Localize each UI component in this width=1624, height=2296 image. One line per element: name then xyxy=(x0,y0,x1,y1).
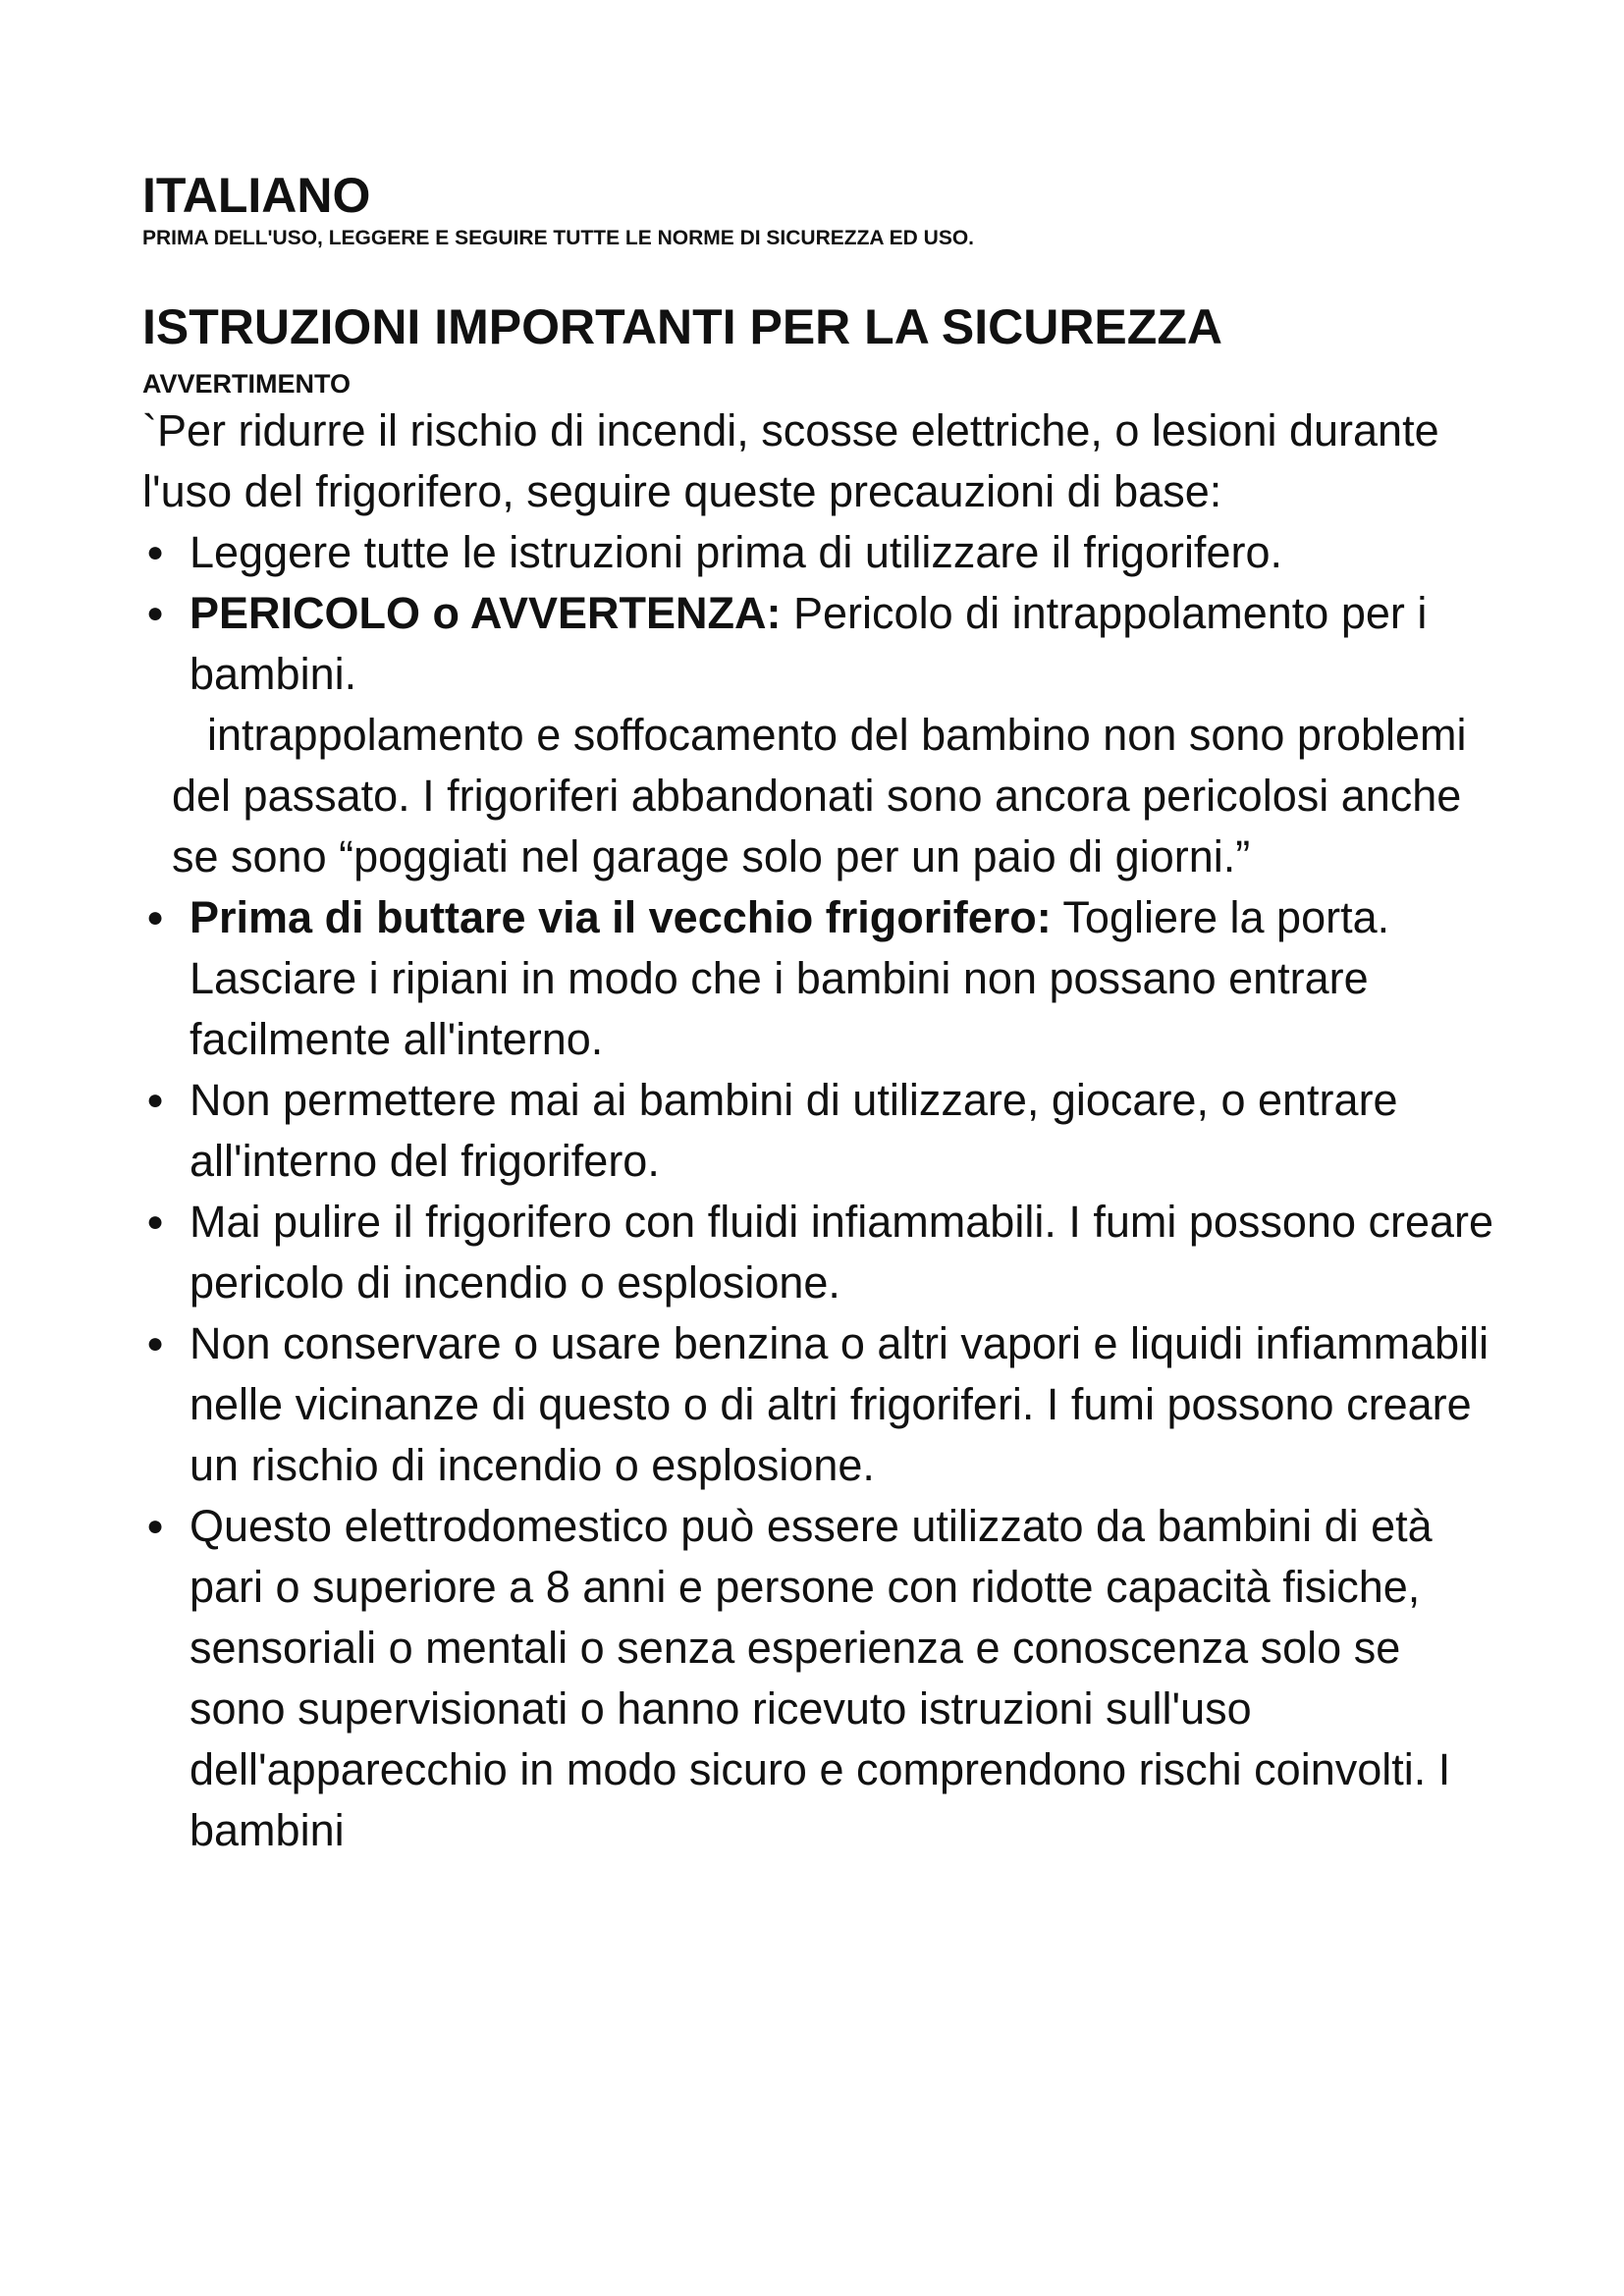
list-item xyxy=(142,522,1497,583)
safety-section-title: ISTRUZIONI IMPORTANTI PER LA SICUREZZA xyxy=(142,299,1222,354)
item-text: Non permettere mai ai bambini di utilizzare, giocare, o entrare all'interno del frigorifero. xyxy=(189,1075,1398,1186)
item-text: Questo elettrodomestico può essere utilizzato da bambini di età pari o superiore a 8 anni e persone con ridotte capacità fisiche, sensoriali o mentali o senza esperienza e conoscenza solo se sono supervisionati o hanno ricevuto istruzioni sull'uso dell'apparecchio in modo sicuro e comprendono rischi coinvolti. I bambini xyxy=(189,1501,1451,1855)
warning-label: AVVERTIMENTO xyxy=(142,369,352,399)
list-item xyxy=(142,1070,1497,1192)
read-before-use-notice: PRIMA DELL'USO, LEGGERE E SEGUIRE TUTTE LE NORME DI SICUREZZA ED USO. xyxy=(142,227,974,249)
safety-list xyxy=(142,522,1497,705)
list-item xyxy=(142,1313,1497,1496)
list-item xyxy=(142,1496,1497,1861)
item-text: Mai pulire il frigorifero con fluidi infiammabili. I fumi possono creare pericolo di incendio o esplosione. xyxy=(189,1197,1494,1308)
language-heading: ITALIANO xyxy=(142,168,371,223)
item-text: Non conservare o usare benzina o altri vapori e liquidi infiammabili nelle vicinanze di questo o di altri frigoriferi. I fumi possono creare un rischio di incendio o esplosione. xyxy=(189,1318,1489,1490)
safety-list-continued xyxy=(142,887,1497,1861)
entrapment-note: intrappolamento e soffocamento del bambino non sono problemi del passato. I frigoriferi abbandonati sono ancora pericolosi anche se sono “poggiati nel garage solo per un paio di giorni.” xyxy=(172,710,1467,881)
item-text: Leggere tutte le istruzioni prima di utilizzare il frigorifero. xyxy=(189,527,1282,577)
intro-paragraph: `Per ridurre il rischio di incendi, scosse elettriche, o lesioni durante l'uso del frigorifero, seguire queste precauzioni di base: xyxy=(142,405,1439,516)
document-page xyxy=(142,167,1497,1861)
item-lead: PERICOLO o AVVERTENZA: xyxy=(189,588,782,638)
list-item xyxy=(142,583,1497,705)
item-text: Pericolo di intrappolamento per i bambini. xyxy=(189,588,1428,699)
list-item xyxy=(142,1192,1497,1313)
item-text: Togliere la porta. Lasciare i ripiani in modo che i bambini non possano entrare facilmente all'interno. xyxy=(189,892,1390,1064)
list-item xyxy=(142,887,1497,1070)
item-lead: Prima di buttare via il vecchio frigorifero: xyxy=(189,892,1052,942)
